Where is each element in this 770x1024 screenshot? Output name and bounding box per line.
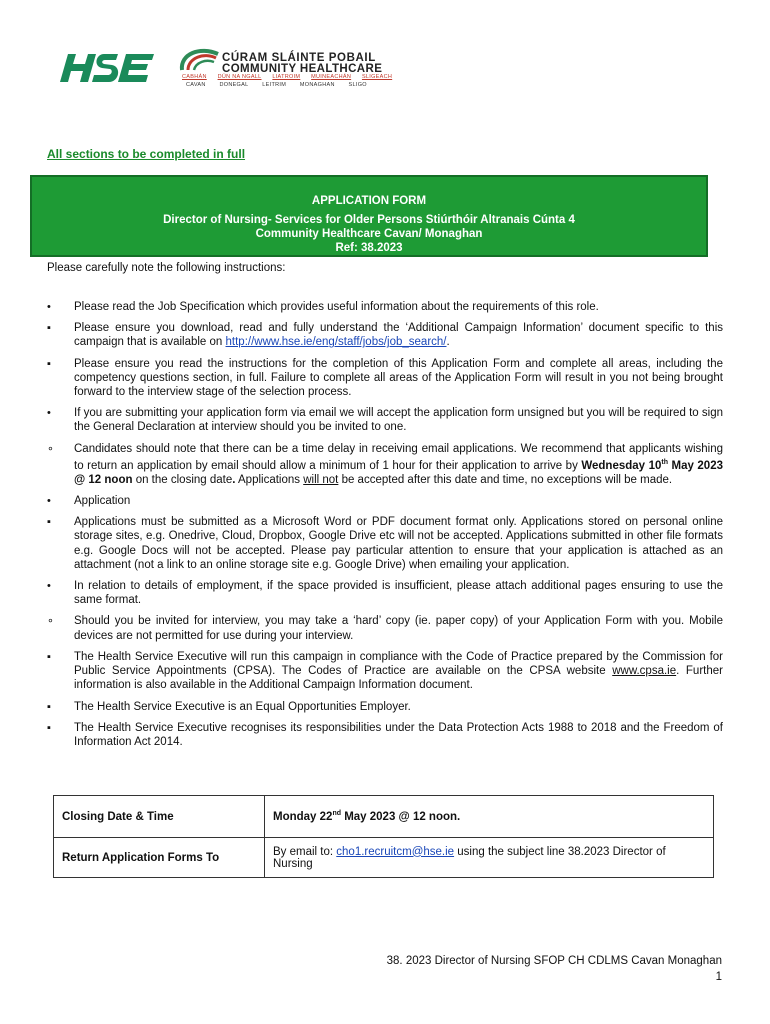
- counties-irish: [182, 74, 401, 80]
- table-row: [54, 838, 714, 878]
- list-item: ▪ Please ensure you read the instructions for the completion of this Application Form and complete all areas, including the competency questions section, in full. Failure to complete all areas of the Application Form will result in you not being brought forward to the interview stage of the selection process.: [47, 357, 723, 399]
- county-english: MONAGHAN: [299, 82, 335, 88]
- closing-info-table: [53, 795, 714, 878]
- list-item: ∘ Should you be invited for interview, you may take a ‘hard’ copy (ie. paper copy) of your Application Form with you. Mobile devices are not permitted for use during your interview.: [47, 615, 723, 642]
- bullet-icon: ▪: [47, 322, 51, 335]
- list-item: ▪ The Health Service Executive is an Equal Opportunities Employer.: [47, 700, 411, 713]
- list-item: ▪ The Health Service Executive will run this campaign in compliance with the Code of Practice prepared by the Commission for Public Service Appointments (CPSA). The Codes of Practice are available on the CPSA website www.cpsa.ie. Further information is also available in the Additional Campaign Information document.: [47, 650, 723, 692]
- bullet-icon: ▪: [47, 516, 51, 529]
- cho-title-english: COMMUNITY HEALTHCARE: [222, 63, 383, 75]
- county-english: DONEGAL: [219, 82, 249, 88]
- list-item: ▪ Applications must be submitted as a Microsoft Word or PDF document format only. Applications stored on personal online storage sites, e.g. Onedrive, Cloud, Dropbox, Google Drive etc will not be accepted. Applications submitted in other file formats e.g. Google Docs will not be accepted. Please pay particular attention to ensure that your application is attached as an attachment (not a link to an online storage site e.g. Google Drive) when emailing your application.: [47, 516, 723, 571]
- application-form-banner: [30, 175, 708, 257]
- list-item: ▪ Please ensure you download, read and fully understand the ‘Additional Campaign Information’ document specific to this campaign that is available on http://www.hse.ie/eng/staff/jobs/job_search/.: [47, 322, 723, 349]
- bullet-icon: •: [47, 495, 51, 508]
- page-number: 1: [715, 971, 722, 983]
- bullet-icon: •: [47, 407, 51, 420]
- bullet-icon: ∘: [47, 442, 54, 455]
- banner-role: Director of Nursing- Services for Older Persons Stiúrthóir Altranais Cúnta 4: [163, 214, 575, 226]
- bullet-icon: ▪: [47, 721, 51, 734]
- return-forms-value: By email to: cho1.recruitcm@hse.ie using the subject line 38.2023 Director of Nursing: [265, 838, 714, 878]
- recruit-email-link[interactable]: cho1.recruitcm@hse.ie: [336, 845, 455, 858]
- footer-reference: 38. 2023 Director of Nursing SFOP CH CDLMS Cavan Monaghan: [386, 955, 722, 967]
- county-english: SLIGO: [348, 82, 367, 88]
- list-item: • If you are submitting your application form via email we will accept the application form unsigned but you will be required to sign the General Declaration at interview should you be invited to one.: [47, 407, 723, 434]
- bullet-icon: •: [47, 580, 51, 593]
- county-irish: MUINEACHÁN: [311, 74, 352, 80]
- county-english: CAVAN: [186, 82, 206, 88]
- bullet-icon: ▪: [47, 650, 51, 663]
- list-item: • Please read the Job Specification which provides useful information about the requirements of this role.: [47, 301, 599, 313]
- banner-title: APPLICATION FORM: [311, 195, 427, 207]
- page-footer: [387, 953, 722, 985]
- bullet-icon: ▪: [47, 357, 51, 370]
- cpsa-link[interactable]: www.cpsa.ie: [612, 665, 677, 678]
- table-row: [54, 796, 714, 838]
- banner-ref: Ref: 38.2023: [335, 242, 403, 254]
- county-irish: CABHÁN: [182, 74, 207, 80]
- counties-english: [186, 82, 379, 88]
- list-item: ▪ The Health Service Executive recognises its responsibilities under the Data Protection Acts 1988 to 2018 and the Freedom of Information Act 2014.: [47, 721, 723, 748]
- instructions-list: [47, 300, 723, 756]
- bullet-icon: ▪: [47, 700, 51, 713]
- closing-date-label: Closing Date & Time: [54, 796, 265, 838]
- county-irish: LIATROIM: [272, 74, 301, 80]
- hse-logo: [60, 48, 156, 88]
- hse-jobs-link[interactable]: http://www.hse.ie/eng/staff/jobs/job_search/: [225, 336, 447, 349]
- return-forms-label: Return Application Forms To: [54, 838, 265, 878]
- cho-swirl-logo: [178, 44, 222, 74]
- bullet-icon: •: [47, 301, 51, 313]
- county-irish: SLIGEACH: [361, 74, 393, 80]
- list-item: ∘ Candidates should note that there can be a time delay in receiving email applications. We recommend that applicants wishing to return an application by email should allow a minimum of 1 hour for their application to arrive by Wednesday 10th May 2023 @ 12 noon on the closing date. Applications will not be accepted after this date and time, no exceptions will be made.: [47, 442, 723, 486]
- bullet-icon: ∘: [47, 615, 54, 628]
- closing-date-value: Monday 22nd May 2023 @ 12 noon.: [265, 796, 714, 838]
- list-item: • In relation to details of employment, if the space provided is insufficient, please attach additional pages ensuring to use the same format.: [47, 580, 723, 607]
- list-item: • Application: [47, 495, 131, 508]
- county-irish: DÚN NA NGALL: [217, 74, 262, 80]
- sections-note: All sections to be completed in full: [47, 147, 246, 161]
- county-english: LEITRIM: [262, 82, 287, 88]
- banner-area: Community Healthcare Cavan/ Monaghan: [255, 228, 483, 240]
- cho-title-irish: CÚRAM SLÁINTE POBAIL: [222, 52, 376, 64]
- instructions-intro: Please carefully note the following instructions:: [47, 262, 286, 274]
